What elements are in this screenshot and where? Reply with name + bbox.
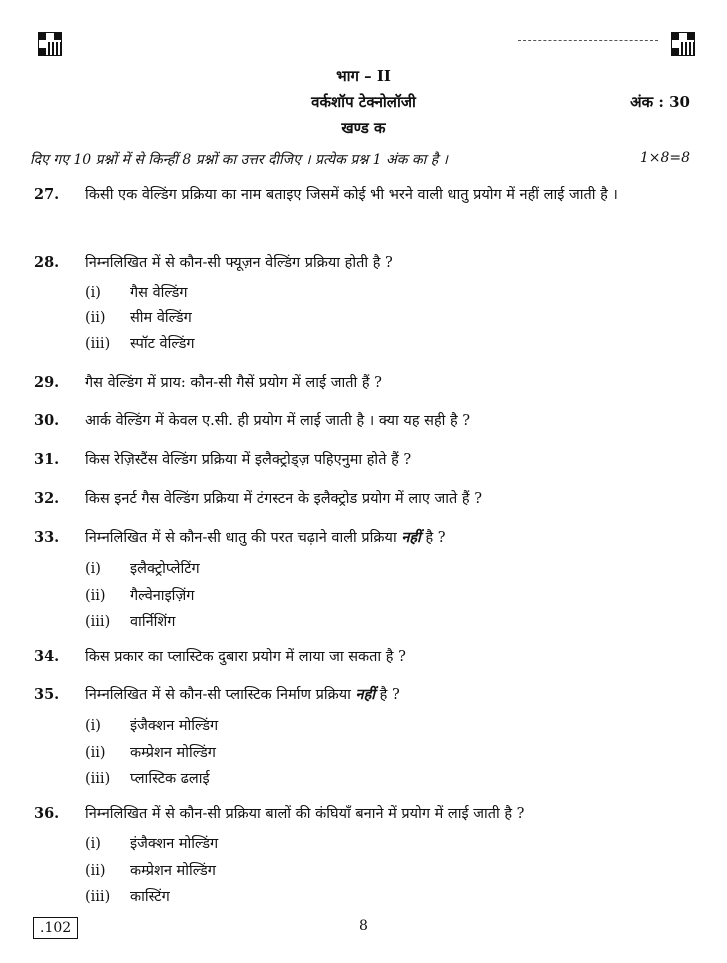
question-text-part: निम्नलिखित में से कौन-सी प्लास्टिक निर्माण प्रक्रिया [85, 687, 351, 703]
option [85, 558, 200, 578]
question-number: 27. [34, 186, 60, 203]
option-label: (i) [85, 561, 101, 577]
total-marks: अंक : 30 [630, 93, 690, 111]
option-text: कास्टिंग [130, 889, 170, 905]
question-number: 28. [34, 254, 60, 271]
option-text: इंजैक्शन मोल्डिंग [130, 718, 219, 734]
question-text [85, 525, 685, 551]
question-text-part: है ? [379, 687, 400, 703]
question-text: गैस वेल्डिंग में प्राय: कौन-सी गैसें प्रयोग में लाई जाती हैं ? [85, 375, 382, 391]
option-text: प्लास्टिक ढलाई [130, 771, 210, 787]
option-label: (ii) [85, 588, 106, 604]
top-rule [518, 40, 658, 41]
option-label: (ii) [85, 863, 106, 879]
question-text [85, 682, 685, 708]
qr-code-icon [38, 32, 62, 56]
question-text: किस इनर्ट गैस वेल्डिंग प्रक्रिया में टंगस्टन के इलैक्ट्रोड प्रयोग में लाए जाते हैं ? [85, 491, 483, 507]
question-number: 30. [34, 412, 60, 429]
option-label: (i) [85, 285, 101, 301]
option-text: सीम वेल्डिंग [130, 310, 192, 326]
part-heading: भाग – II [336, 67, 391, 85]
option-label: (i) [85, 836, 101, 852]
instruction-marks: 1×8=8 [639, 150, 690, 166]
question-text-part: निम्नलिखित में से कौन-सी धातु की परत चढ़ाने वाली प्रक्रिया [85, 530, 397, 546]
option-label: (ii) [85, 310, 106, 326]
question-text: निम्नलिखित में से कौन-सी प्रक्रिया बालों की कंघियाँ बनाने में प्रयोग में लाई जाती है ? [85, 806, 525, 822]
option-label: (iii) [85, 614, 111, 630]
option [85, 585, 194, 605]
question-number: 32. [34, 490, 60, 507]
question-number: 33. [34, 529, 60, 546]
section-heading: खण्ड क [341, 119, 386, 137]
option-label: (i) [85, 718, 101, 734]
question-text: किस प्रकार का प्लास्टिक दुबारा प्रयोग में लाया जा सकता है ? [85, 649, 406, 665]
option-label: (iii) [85, 771, 111, 787]
option-text: कम्प्रेशन मोल्डिंग [130, 745, 216, 761]
question-number: 29. [34, 374, 60, 391]
paper-code: .102 [33, 917, 78, 939]
question-number: 35. [34, 686, 60, 703]
option-text: स्पॉट वेल्डिंग [130, 336, 195, 352]
option [85, 282, 188, 302]
page-number: 8 [359, 918, 368, 934]
option [85, 742, 216, 762]
option-text: गैस वेल्डिंग [130, 285, 188, 301]
option-text: वार्निशिंग [130, 614, 176, 630]
option [85, 860, 216, 880]
emphasis-not: नहीं [355, 686, 376, 703]
subject-heading: वर्कशॉप टेक्नोलॉजी [311, 93, 416, 111]
option [85, 333, 195, 353]
question-text-part: है ? [425, 530, 446, 546]
question-text: किसी एक वेल्डिंग प्रक्रिया का नाम बताइए जिसमें कोई भी भरने वाली धातु प्रयोग में नहीं लाई जाती है । [85, 187, 618, 203]
option [85, 833, 218, 853]
option-text: गैल्वेनाइज़िंग [130, 588, 195, 604]
option [85, 768, 210, 788]
instruction-text: दिए गए 10 प्रश्नों में से किन्हीं 8 प्रश्नों का उत्तर दीजिए । प्रत्येक प्रश्न 1 अंक का है । [30, 152, 448, 168]
option-label: (iii) [85, 336, 111, 352]
option [85, 307, 192, 327]
option-label: (iii) [85, 889, 111, 905]
question-number: 36. [34, 805, 60, 822]
option [85, 715, 218, 735]
emphasis-not: नहीं [401, 529, 421, 546]
option [85, 611, 175, 631]
option-label: (ii) [85, 745, 106, 761]
qr-code-icon [671, 32, 695, 56]
question-number: 34. [34, 648, 60, 665]
option-text: इलैक्ट्रोप्लेटिंग [130, 561, 200, 577]
question-text: निम्नलिखित में से कौन-सी फ्यूज़न वेल्डिंग प्रक्रिया होती है ? [85, 255, 393, 271]
option-text: इंजैक्शन मोल्डिंग [130, 836, 219, 852]
question-text: आर्क वेल्डिंग में केवल ए.सी. ही प्रयोग में लाई जाती है । क्या यह सही है ? [85, 413, 471, 429]
option [85, 886, 170, 906]
question-number: 31. [34, 451, 60, 468]
option-text: कम्प्रेशन मोल्डिंग [130, 863, 216, 879]
question-text: किस रेज़िस्टैंस वेल्डिंग प्रक्रिया में इलैक्ट्रोड्ज़ पहिएनुमा होते हैं ? [85, 452, 412, 468]
